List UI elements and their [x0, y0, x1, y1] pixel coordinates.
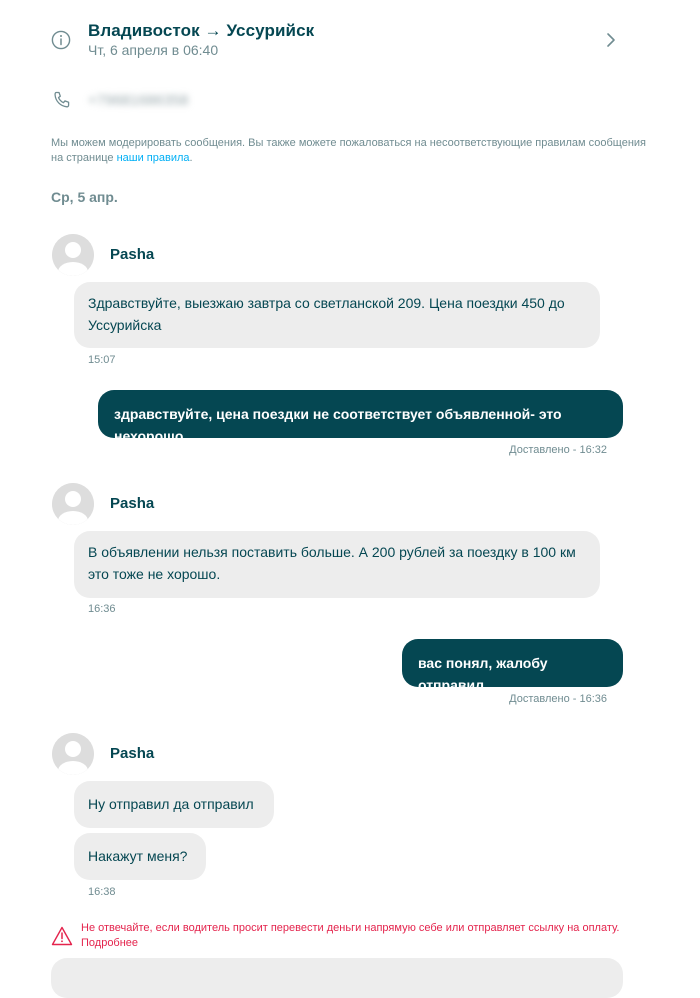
message-status: Доставлено - 16:36	[509, 693, 607, 705]
avatar[interactable]	[52, 234, 94, 276]
scam-warning	[51, 921, 631, 955]
avatar[interactable]	[52, 733, 94, 775]
chevron-right-icon[interactable]	[604, 32, 618, 53]
sender-name: Pasha	[110, 745, 155, 762]
sender-name: Pasha	[110, 246, 155, 263]
message-bubble-incoming: Ну отправил да отправил	[74, 781, 274, 828]
message-bubble-incoming: Здравствуйте, выезжаю завтра со светланской 209. Цена поездки 450 до Уссурийска	[74, 282, 600, 348]
notice-text: Мы можем модерировать сообщения. Вы также можете пожаловаться на несоответствующие правилам сообщения на странице	[51, 137, 647, 164]
message-bubble-outgoing: вас понял, жалобу отправил	[402, 639, 623, 687]
date-separator: Ср, 5 апр.	[51, 189, 118, 205]
sender-name: Pasha	[110, 495, 155, 512]
notice-end: .	[189, 152, 193, 164]
message-time: 16:38	[88, 886, 116, 898]
trip-header[interactable]	[0, 8, 700, 72]
warning-icon	[51, 926, 73, 951]
info-icon	[51, 30, 71, 55]
message-status: Доставлено - 16:32	[509, 444, 607, 456]
phone-icon	[52, 90, 72, 115]
message-time: 15:07	[88, 354, 116, 366]
message-bubble-outgoing: здравствуйте, цена поездки не соответствует объявленной- это нехорошо	[98, 390, 623, 438]
rules-link[interactable]: наши правила	[116, 152, 190, 164]
message-bubble-incoming: Накажут меня?	[74, 833, 206, 880]
message-time: 16:36	[88, 603, 116, 615]
message-input[interactable]	[51, 958, 623, 998]
phone-number[interactable]: +79681686358	[88, 92, 189, 109]
avatar[interactable]	[52, 483, 94, 525]
trip-route: Владивосток → Уссурийск	[88, 21, 315, 40]
phone-row[interactable]	[0, 86, 700, 116]
trip-datetime: Чт, 6 апреля в 06:40	[88, 42, 219, 58]
warning-text[interactable]: Не отвечайте, если водитель просит перевести деньги напрямую себе или отправляет ссылку на оплату. Подробнее	[81, 922, 620, 949]
moderation-notice	[51, 136, 651, 166]
message-bubble-incoming: В объявлении нельзя поставить больше. А 200 рублей за поездку в 100 км это тоже не хорошо.	[74, 531, 600, 598]
